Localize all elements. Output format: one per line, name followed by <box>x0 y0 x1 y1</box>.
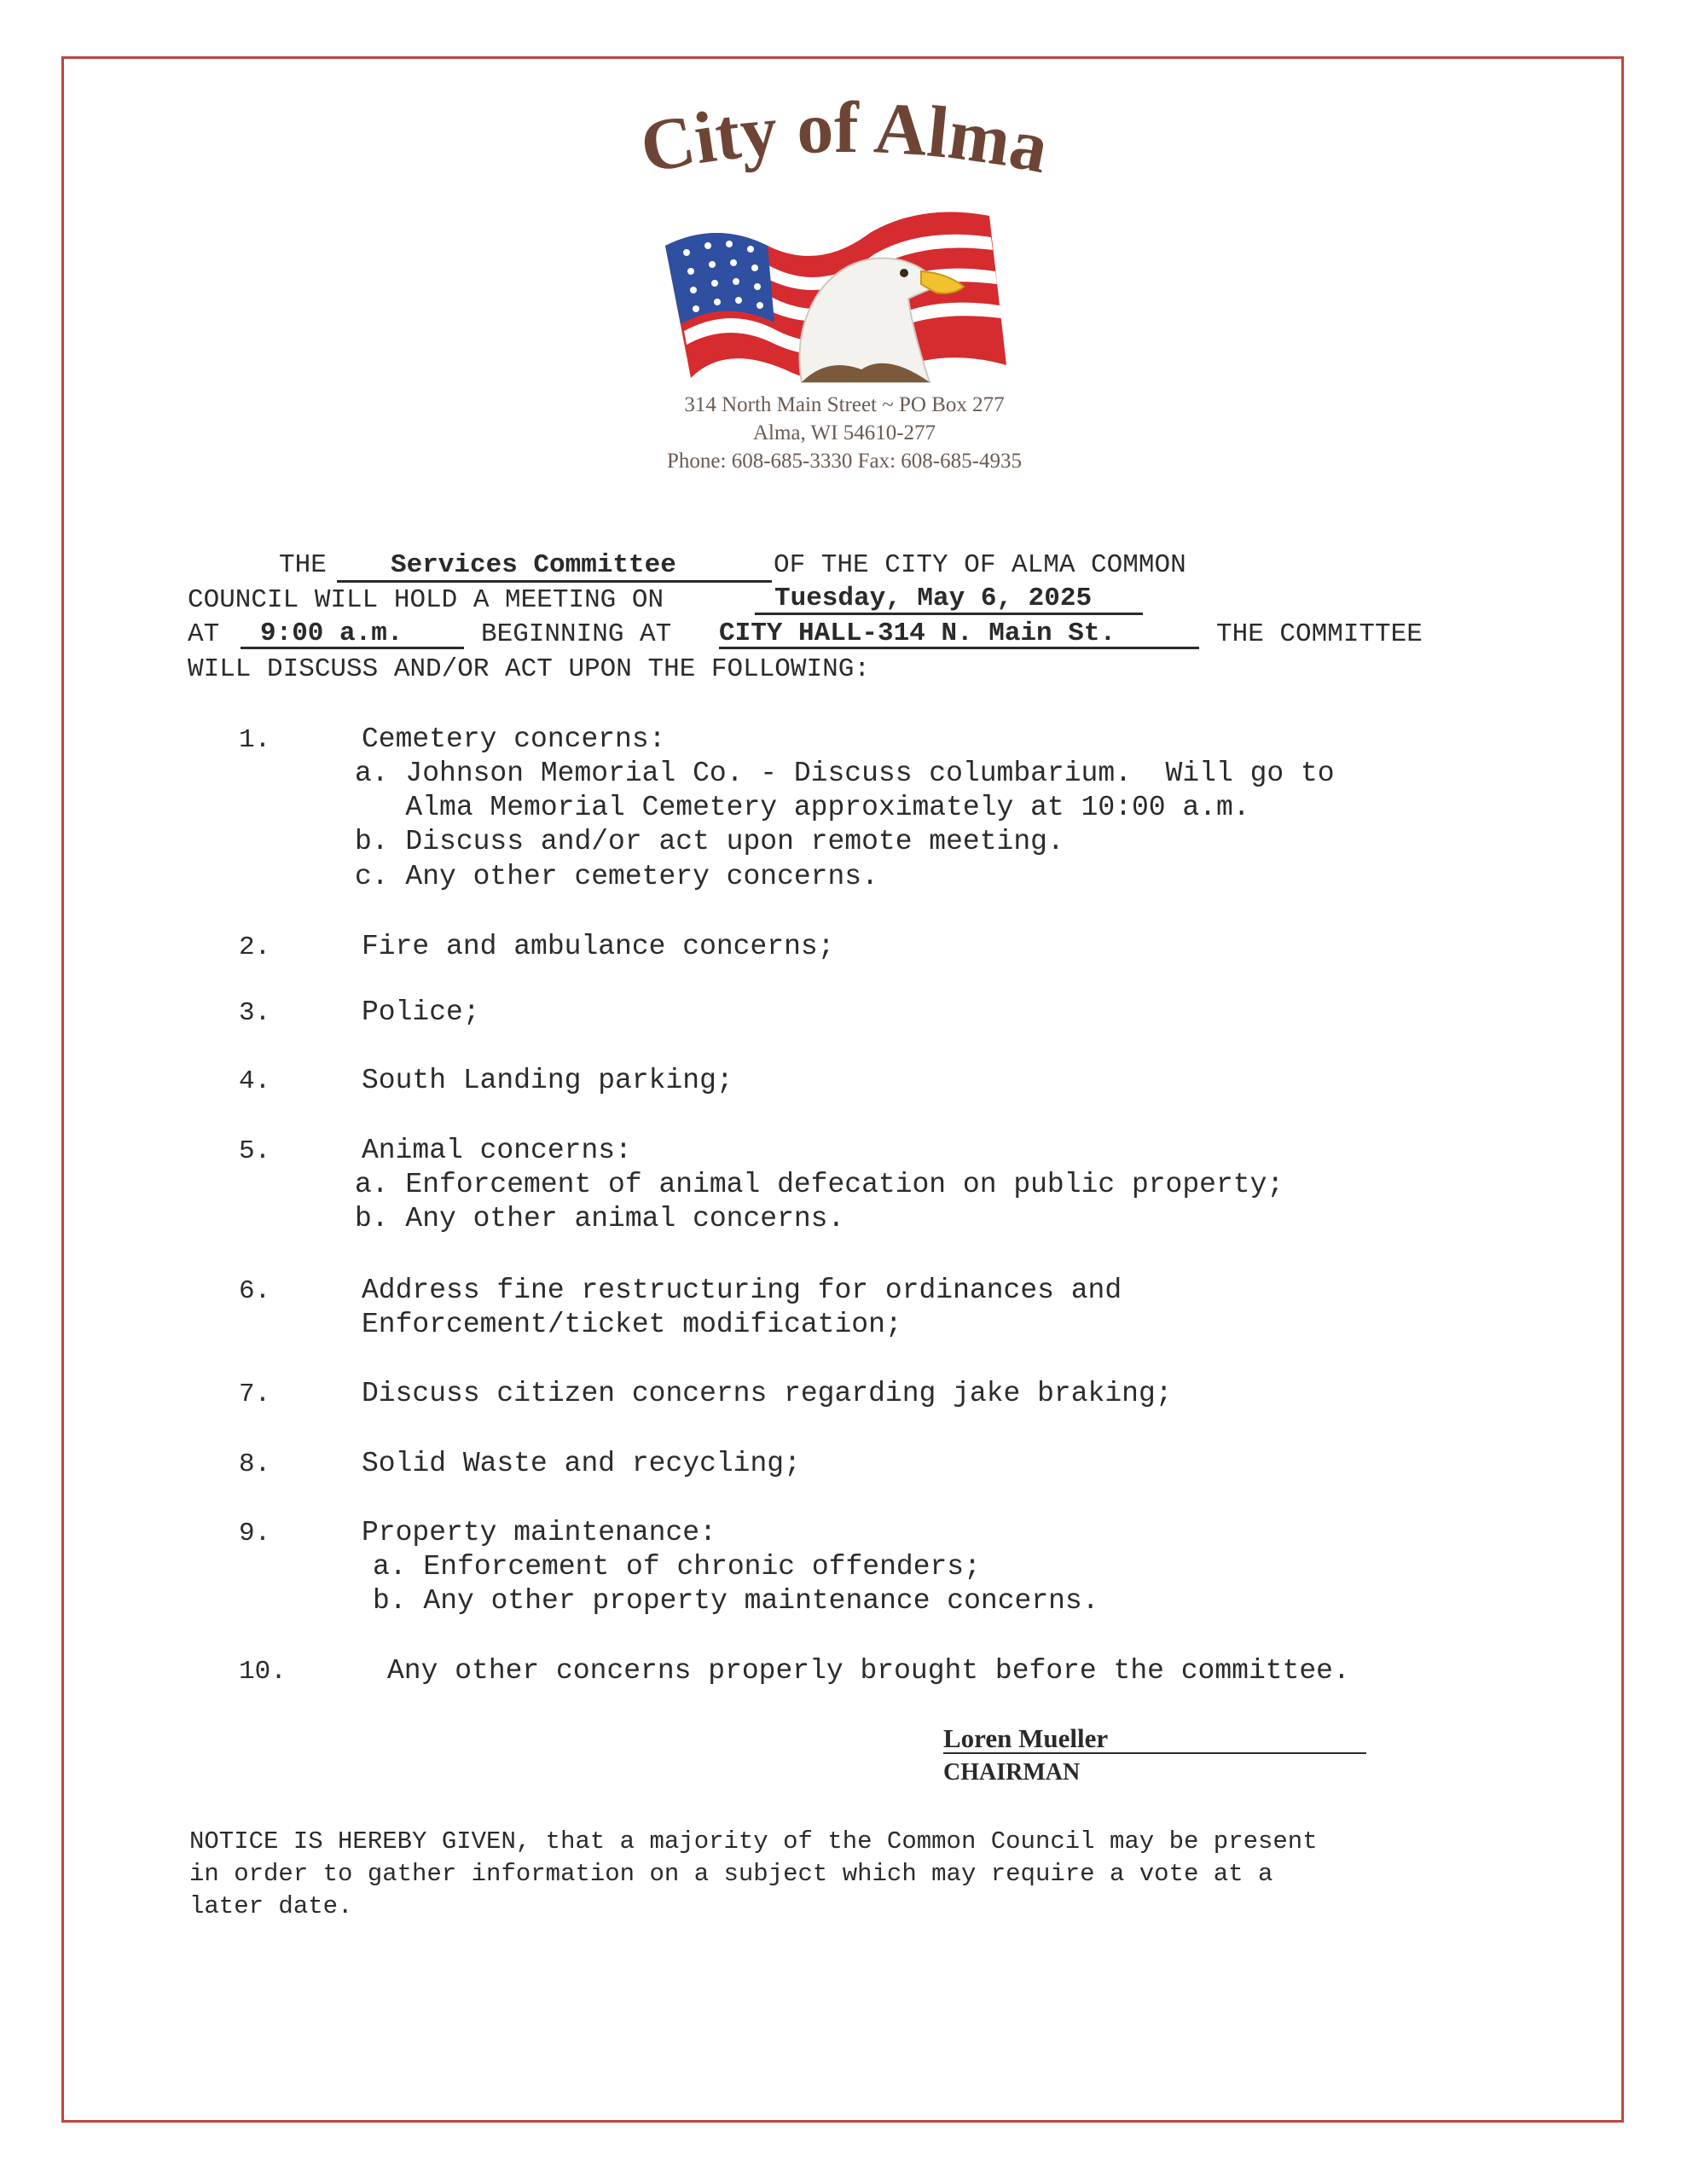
item-number: 7. <box>239 1380 271 1409</box>
address-line-1: 314 North Main Street ~ PO Box 277 <box>684 393 1005 416</box>
notice-paragraph <box>189 1826 1318 1923</box>
committee-name: Services Committee <box>391 550 676 580</box>
eagle-flag-icon <box>665 212 1006 383</box>
meeting-location: CITY HALL-314 N. Main St. <box>719 619 1116 648</box>
agenda-item: Solid Waste and recycling; <box>362 1448 801 1479</box>
agenda-item: Fire and ambulance concerns; <box>362 931 835 962</box>
chairman-name: Loren Mueller <box>943 1723 1109 1753</box>
address-line-2: Alma, WI 54610-277 <box>752 421 936 444</box>
notice-line-1: NOTICE IS HEREBY GIVEN, that a majority of the Common Council may be present <box>189 1827 1318 1856</box>
time-underline <box>241 647 464 649</box>
agenda-item: Discuss citizen concerns regarding jake braking; <box>362 1378 1173 1409</box>
header-beginning-at: BEGINNING AT <box>481 619 672 649</box>
agenda-item: Any other concerns properly brought before the committee. <box>387 1655 1350 1687</box>
header-the-committee: THE COMMITTEE <box>1216 619 1423 649</box>
signature-line <box>943 1752 1366 1754</box>
header-of-city: OF THE CITY OF ALMA COMMON <box>774 550 1186 580</box>
agenda-subitem: a. Enforcement of animal defecation on public property; <box>355 1169 1284 1200</box>
agenda-subitem: b. Discuss and/or act upon remote meeting. <box>355 826 1064 857</box>
letterhead-address <box>546 391 1143 475</box>
item-number: 3. <box>239 998 271 1028</box>
agenda-subitem: a. Johnson Memorial Co. - Discuss columbarium. Will go to <box>355 758 1335 789</box>
agenda-subitem: Alma Memorial Cemetery approximately at 10:00 a.m. <box>355 792 1250 823</box>
chairman-title: CHAIRMAN <box>943 1759 1081 1786</box>
city-title: City of Alma <box>634 85 1056 189</box>
address-line-3: Phone: 608-685-3330 Fax: 608-685-4935 <box>667 450 1022 473</box>
agenda-item: Police; <box>362 996 480 1028</box>
header-the: THE <box>279 550 327 580</box>
item-number: 2. <box>239 932 271 962</box>
item-number: 5. <box>239 1136 271 1166</box>
date-underline <box>755 613 1143 615</box>
agenda-item: Cemetery concerns: <box>362 723 666 755</box>
agenda-subitem: b. Any other animal concerns. <box>355 1203 845 1234</box>
agenda-subitem: b. Any other property maintenance concerns. <box>373 1585 1099 1617</box>
item-number: 4. <box>239 1066 271 1096</box>
agenda-item: Property maintenance: <box>362 1517 716 1548</box>
meeting-date: Tuesday, May 6, 2025 <box>774 584 1093 613</box>
header-council-line: COUNCIL WILL HOLD A MEETING ON <box>188 585 664 615</box>
item-number: 6. <box>239 1276 271 1306</box>
committee-underline <box>337 580 772 583</box>
svg-text:City of Alma <box>635 86 1056 189</box>
item-number: 10. <box>239 1657 287 1687</box>
city-logo <box>546 75 1143 399</box>
agenda-item: South Landing parking; <box>362 1065 733 1096</box>
item-number: 9. <box>239 1519 271 1548</box>
agenda-item-continued: Enforcement/ticket modification; <box>362 1309 902 1340</box>
header-at: AT <box>188 619 220 649</box>
agenda-subitem: c. Any other cemetery concerns. <box>355 861 878 892</box>
agenda-item: Address fine restructuring for ordinances and <box>362 1275 1122 1306</box>
header-will-discuss: WILL DISCUSS AND/OR ACT UPON THE FOLLOWING: <box>188 654 870 684</box>
item-number: 1. <box>239 725 271 755</box>
agenda-subitem: a. Enforcement of chronic offenders; <box>373 1551 981 1583</box>
notice-line-3: later date. <box>189 1892 353 1920</box>
item-number: 8. <box>239 1449 271 1479</box>
meeting-time: 9:00 a.m. <box>260 619 403 648</box>
notice-line-2: in order to gather information on a subject which may require a vote at a <box>189 1860 1273 1888</box>
agenda-item: Animal concerns: <box>362 1135 632 1166</box>
location-underline <box>719 647 1199 649</box>
